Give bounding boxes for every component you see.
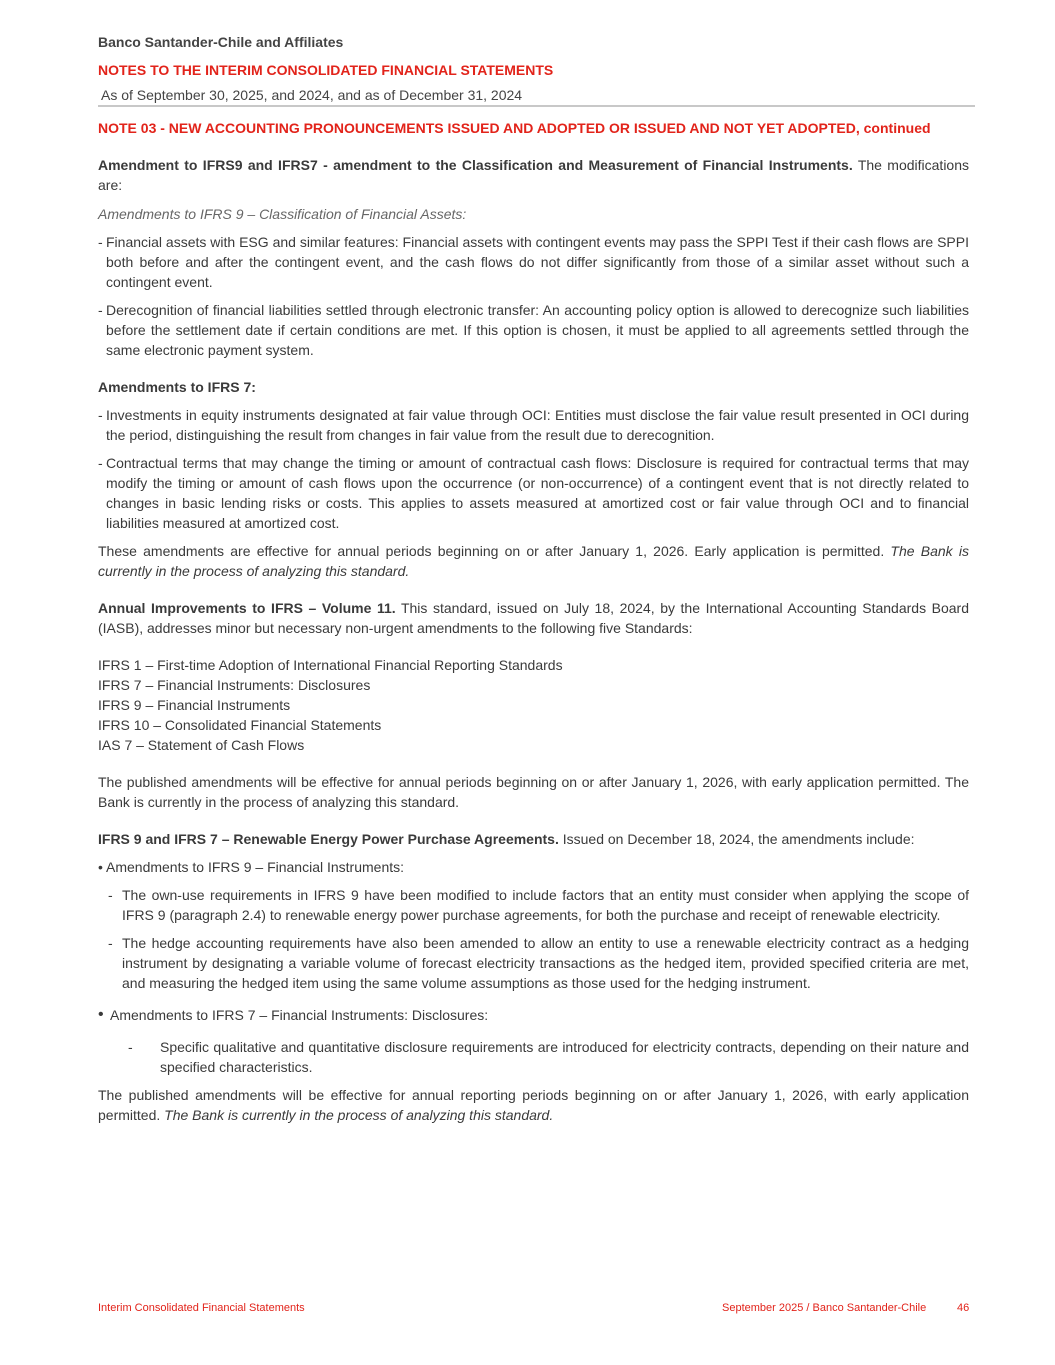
list-item (98, 933, 969, 993)
bullet-item (98, 857, 969, 877)
lead-bold: Annual Improvements to IFRS – Volume 11. (98, 600, 396, 616)
bullet-text: Amendments to IFRS 9 – Financial Instruments: (106, 859, 405, 875)
as-of-date: As of September 30, 2025, and 2024, and as of December 31, 2024 (101, 87, 523, 103)
dash-marker: - (98, 407, 103, 423)
dash-marker: - (108, 935, 113, 951)
standard-item: IFRS 1 – First-time Adoption of International Financial Reporting Standards (98, 657, 563, 673)
effective-date-paragraph (98, 1085, 969, 1125)
standard-item: IFRS 9 – Financial Instruments (98, 697, 291, 713)
lead-text: Issued on December 18, 2024, the amendments include: (558, 831, 915, 847)
standard-item: IFRS 7 – Financial Instruments: Disclosures (98, 677, 371, 693)
list-item (98, 885, 969, 925)
heading-ifrs7: Amendments to IFRS 7: (98, 379, 256, 395)
dash-marker: - (98, 455, 103, 471)
list-item (98, 453, 969, 533)
effective-text: The published amendments will be effective for annual reporting periods beginning on or after January 1, 2026, with early application permitted. (98, 1087, 969, 1123)
page-number: 46 (957, 1302, 970, 1314)
lead-text: The modifications are: (98, 157, 969, 193)
note-title: NOTE 03 - NEW ACCOUNTING PRONOUNCEMENTS ISSUED AND ADOPTED OR ISSUED AND NOT YET ADOPTED, continued (98, 120, 931, 136)
list-item (98, 1037, 969, 1077)
list-item-text: The hedge accounting requirements have also been amended to allow an entity to use a renewable electricity contract as a hedging instrument by designating a variable volume of forecast electricity transactions as the hedged item, provided specified criteria are met, and measuring the hedged item using the same volume assumptions as those used for the hedging instrument. (122, 935, 969, 991)
standard-item: IFRS 10 – Consolidated Financial Statements (98, 717, 382, 733)
section-renewable-energy (98, 829, 969, 849)
notes-title: NOTES TO THE INTERIM CONSOLIDATED FINANCIAL STATEMENTS (98, 62, 554, 78)
bullet-marker: • (98, 859, 103, 875)
bullet-item (98, 1005, 969, 1025)
effective-date-paragraph (98, 541, 969, 581)
section-annual-improvements (98, 598, 969, 638)
list-item-text: Investments in equity instruments designated at fair value through OCI: Entities must disclose the fair value result presented in OCI during the period, distinguishing the result from changes in fair value from the result due to derecognition. (106, 407, 969, 443)
company-name: Banco Santander-Chile and Affiliates (98, 34, 344, 50)
list-item-text: Contractual terms that may change the timing or amount of contractual cash flows: Disclosure is required for contractual terms that may modify the timing or amount of cash flows upon the occurrence (or non-occurrence) of a contingent event that is not directly related to changes in basic lending risks or costs. This applies to assets measured at amortized cost or fair value through OCI and to financial liabilities measured at amortized cost. (106, 455, 969, 531)
effective-text: These amendments are effective for annual periods beginning on or after January 1, 2026. Early application is permitted. (98, 543, 891, 559)
list-item-text: The own-use requirements in IFRS 9 have been modified to include factors that an entity must consider when applying the scope of IFRS 9 (paragraph 2.4) to renewable energy power purchase agreements, for both the purchase and receipt of renewable electricity. (122, 887, 969, 923)
list-item-text: Financial assets with ESG and similar features: Financial assets with contingent events may pass the SPPI Test if their cash flows are SPPI both before and after the contingent event, and the cash flows do not differ significantly from those of a similar asset without such a contingent event. (106, 234, 969, 290)
lead-bold: IFRS 9 and IFRS 7 – Renewable Energy Power Purchase Agreements. (98, 831, 559, 847)
standard-item: IAS 7 – Statement of Cash Flows (98, 737, 305, 753)
lead-bold: Amendment to IFRS9 and IFRS7 - amendment to the Classification and Measurement of Financial Instruments. (98, 157, 853, 173)
lead-text: This standard, issued on July 18, 2024, by the International Accounting Standards Board (IASB), addresses minor but necessary non-urgent amendments to the following five Standards: (98, 600, 969, 636)
footer-document-title: Interim Consolidated Financial Statements (98, 1302, 305, 1314)
list-item (98, 300, 969, 360)
list-item (98, 232, 969, 292)
list-item (98, 405, 969, 445)
dash-marker: - (98, 234, 103, 250)
dash-marker: - (108, 887, 113, 903)
dash-marker: - (98, 302, 103, 318)
dash-marker: - (128, 1039, 133, 1055)
footer-date: September 2025 / Banco Santander-Chile (722, 1302, 927, 1314)
effective-date-paragraph: The published amendments will be effective for annual periods beginning on or after January 1, 2026, with early application permitted. The Bank is currently in the process of analyzing this standard. (98, 774, 969, 810)
effective-italic: The Bank is currently in the process of analyzing this standard. (98, 543, 969, 579)
bullet-marker: • (98, 1006, 104, 1023)
header-divider (98, 105, 975, 107)
section-ifrs9-ifrs7-lead (98, 155, 969, 195)
note-body (98, 155, 969, 1125)
effective-italic: The Bank is currently in the process of analyzing this standard. (164, 1107, 554, 1123)
list-item-text: Derecognition of financial liabilities settled through electronic transfer: An accounting policy option is allowed to derecognize such liabilities before the settlement date if certain conditions are met. If this option is chosen, it must be applied to all agreements settled through the same electronic payment system. (106, 302, 969, 358)
bullet-text: Amendments to IFRS 7 – Financial Instruments: Disclosures: (110, 1007, 489, 1023)
list-item-text: Specific qualitative and quantitative disclosure requirements are introduced for electricity contracts, depending on their nature and specified characteristics. (160, 1039, 969, 1075)
subheading-ifrs9: Amendments to IFRS 9 – Classification of Financial Assets: (98, 206, 467, 222)
